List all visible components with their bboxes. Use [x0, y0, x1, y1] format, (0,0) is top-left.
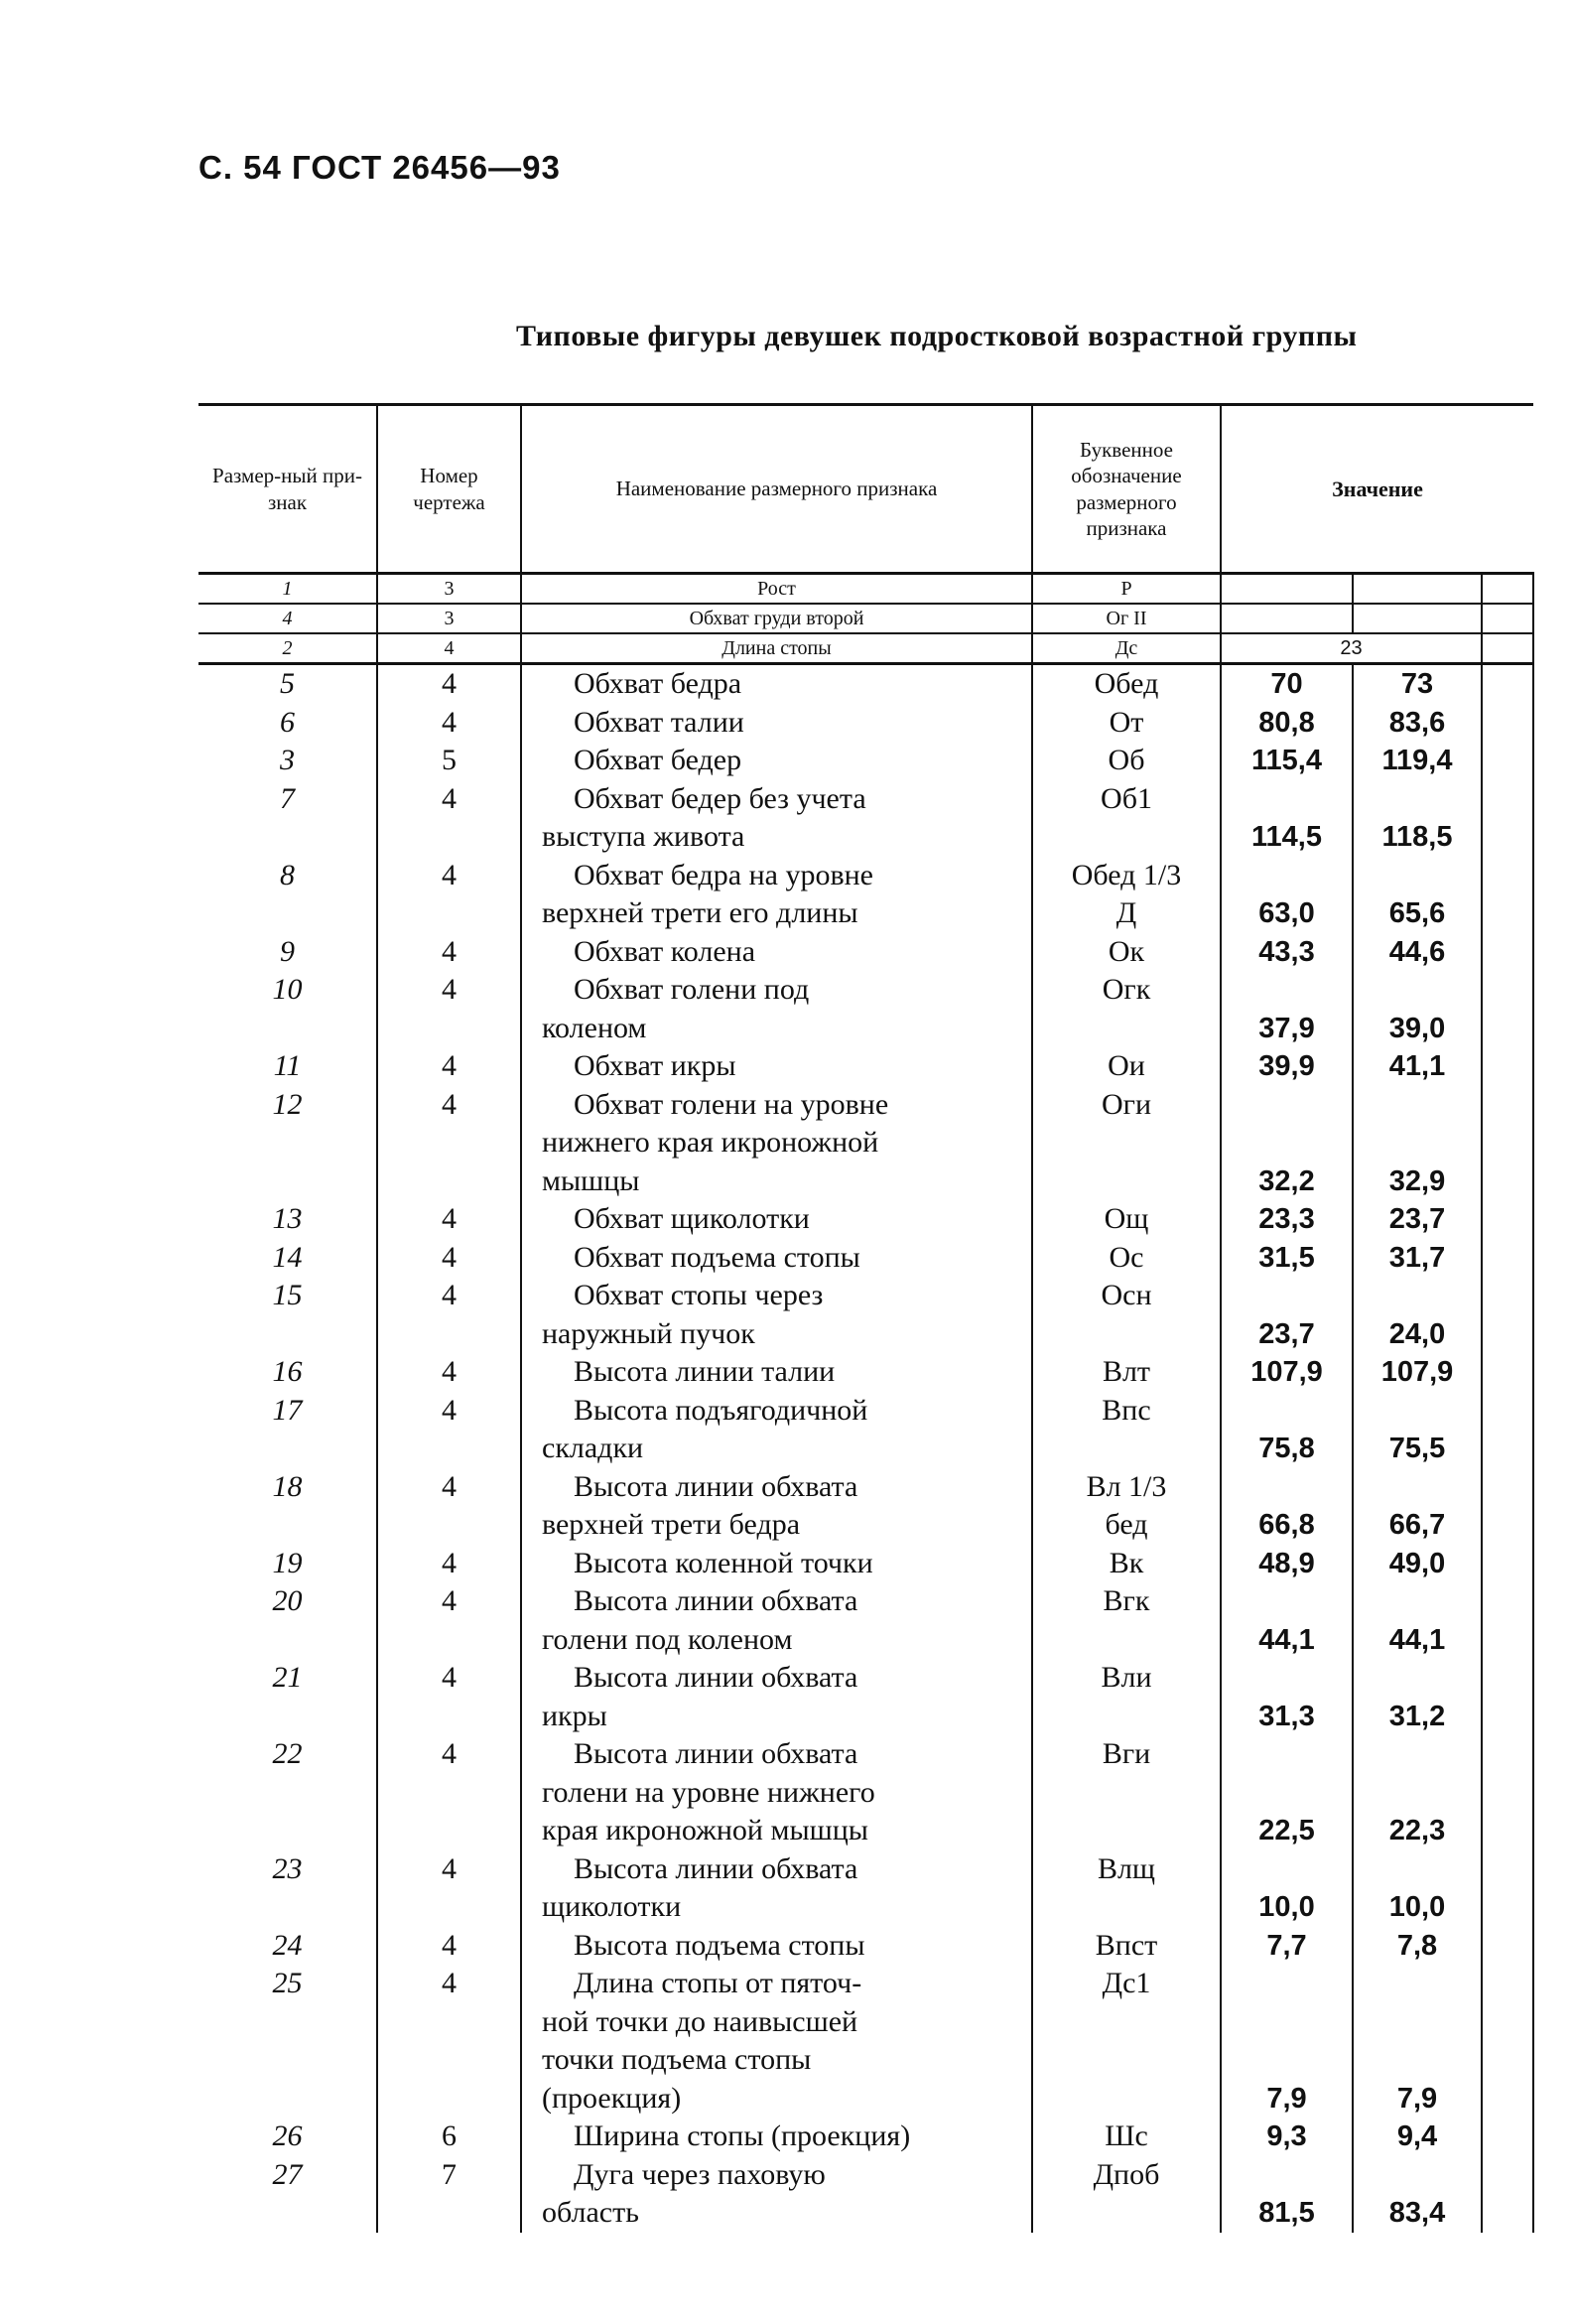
feature-name-line: Высота линии обхвата [574, 1584, 858, 1617]
feature-number: 5 [198, 664, 377, 704]
value-spacer [1482, 742, 1533, 780]
drawing-number: 5 [377, 742, 521, 780]
feature-abbreviation [1032, 857, 1221, 933]
feature-abbreviation [1032, 1353, 1221, 1392]
feature-name-line: Высота подъягодичной [574, 1393, 868, 1427]
drawing-number: 4 [377, 857, 521, 933]
value-1: 23,3 [1221, 1200, 1353, 1239]
feature-name-line: Рост [757, 578, 796, 600]
feature-name-line: икры [542, 1699, 607, 1732]
value-spacer [1482, 1582, 1533, 1659]
feature-abbreviation [1032, 1850, 1221, 1927]
abbreviation-line: Ощ [1104, 1202, 1149, 1235]
feature-name [521, 1965, 1032, 2118]
feature-name-line: (проекция) [542, 2081, 682, 2115]
drawing-number: 4 [377, 1582, 521, 1659]
feature-number: 3 [198, 742, 377, 780]
feature-name-line: область [542, 2196, 639, 2229]
table-row [198, 1086, 1533, 1201]
value-2: 118,5 [1353, 780, 1482, 857]
table-row [198, 1965, 1533, 2118]
feature-name [521, 971, 1032, 1047]
feature-name [521, 1239, 1032, 1278]
value-1 [1221, 604, 1353, 633]
value-spacer [1482, 2156, 1533, 2233]
abbreviation-line: Вл 1/3 [1086, 1469, 1167, 1503]
value-1: 44,1 [1221, 1582, 1353, 1659]
table-body [198, 574, 1533, 2233]
abbreviation-line: Дс1 [1102, 1967, 1151, 1999]
feature-abbreviation [1032, 1468, 1221, 1545]
feature-abbreviation [1032, 971, 1221, 1047]
value-2: 44,6 [1353, 933, 1482, 972]
abbreviation-line: Осн [1101, 1279, 1152, 1311]
table-row [198, 1850, 1533, 1927]
table-row [198, 664, 1533, 704]
abbreviation-line: Вк [1109, 1546, 1144, 1579]
feature-number: 20 [198, 1582, 377, 1659]
feature-abbreviation [1032, 1200, 1221, 1239]
table-row [198, 1392, 1533, 1468]
feature-number: 8 [198, 857, 377, 933]
value-1: 63,0 [1221, 857, 1353, 933]
feature-abbreviation [1032, 1392, 1221, 1468]
value-spacer [1482, 780, 1533, 857]
table-row [198, 933, 1533, 972]
value-spacer [1482, 1659, 1533, 1735]
abbreviation-line: Р [1120, 578, 1132, 600]
drawing-number: 3 [377, 574, 521, 605]
value-spacer [1482, 633, 1533, 664]
feature-number: 6 [198, 704, 377, 743]
feature-name [521, 1582, 1032, 1659]
feature-number: 2 [198, 633, 377, 664]
value-1: 31,5 [1221, 1239, 1353, 1278]
table-row [198, 1659, 1533, 1735]
value-2: 9,4 [1353, 2118, 1482, 2156]
value-2: 39,0 [1353, 971, 1482, 1047]
drawing-number: 4 [377, 1545, 521, 1583]
feature-abbreviation [1032, 933, 1221, 972]
drawing-number: 6 [377, 2118, 521, 2156]
feature-name-line: Обхват голени под [574, 973, 810, 1006]
column-header-value: Значение [1221, 405, 1533, 574]
table-row [198, 1468, 1533, 1545]
table-row [198, 2156, 1533, 2233]
feature-name [521, 1927, 1032, 1966]
drawing-number: 4 [377, 780, 521, 857]
value-2: 41,1 [1353, 1047, 1482, 1086]
table-row [198, 704, 1533, 743]
feature-name-line: Высота подъема стопы [574, 1928, 865, 1962]
value-2: 73 [1353, 664, 1482, 704]
page-header: С. 54 ГОСТ 26456—93 [198, 149, 561, 186]
feature-name [521, 1277, 1032, 1353]
value-2: 31,2 [1353, 1659, 1482, 1735]
feature-name-line: наружный пучок [542, 1316, 755, 1350]
feature-abbreviation [1032, 1927, 1221, 1966]
feature-number: 24 [198, 1927, 377, 1966]
value-1: 7,9 [1221, 1965, 1353, 2118]
feature-name [521, 1086, 1032, 1201]
feature-number: 13 [198, 1200, 377, 1239]
feature-number: 22 [198, 1735, 377, 1850]
drawing-number: 4 [377, 1239, 521, 1278]
feature-name-line: Обхват бедер [574, 744, 742, 776]
feature-name-line: края икроножной мышцы [542, 1814, 868, 1846]
feature-name [521, 664, 1032, 704]
value-spacer [1482, 704, 1533, 743]
feature-abbreviation [1032, 1659, 1221, 1735]
drawing-number: 4 [377, 633, 521, 664]
value-1: 7,7 [1221, 1927, 1353, 1966]
column-header-drawing: Номер чертежа [377, 405, 521, 574]
feature-name [521, 704, 1032, 743]
value-1: 107,9 [1221, 1353, 1353, 1392]
data-table [198, 403, 1534, 2233]
drawing-number: 4 [377, 704, 521, 743]
feature-number: 19 [198, 1545, 377, 1583]
feature-abbreviation [1032, 2156, 1221, 2233]
feature-name-line: Обхват груди второй [689, 608, 864, 629]
value-spacer [1482, 971, 1533, 1047]
value-2: 23,7 [1353, 1200, 1482, 1239]
feature-number: 4 [198, 604, 377, 633]
value-2: 7,9 [1353, 1965, 1482, 2118]
feature-number: 12 [198, 1086, 377, 1201]
feature-abbreviation [1032, 1735, 1221, 1850]
drawing-number: 4 [377, 1047, 521, 1086]
feature-name-line: Высота коленной точки [574, 1546, 873, 1579]
table-title: Типовые фигуры девушек подростковой возрастной группы [516, 320, 1358, 352]
value-1: 23,7 [1221, 1277, 1353, 1353]
drawing-number: 4 [377, 1965, 521, 2118]
feature-name-line: складки [542, 1432, 644, 1464]
drawing-number: 4 [377, 1353, 521, 1392]
value-2: 119,4 [1353, 742, 1482, 780]
abbreviation-line: Влт [1102, 1355, 1151, 1388]
value-spacer [1482, 1047, 1533, 1086]
feature-abbreviation [1032, 780, 1221, 857]
drawing-number: 4 [377, 1735, 521, 1850]
drawing-number: 3 [377, 604, 521, 633]
table-row [198, 574, 1533, 605]
feature-name-line: Обхват бедер без учета [574, 781, 866, 815]
value-spacer [1482, 1200, 1533, 1239]
drawing-number: 4 [377, 1277, 521, 1353]
feature-name-line: точки подъема стопы [542, 2043, 812, 2076]
value-1: 66,8 [1221, 1468, 1353, 1545]
value-1: 70 [1221, 664, 1353, 704]
feature-number: 17 [198, 1392, 377, 1468]
value-2: 49,0 [1353, 1545, 1482, 1583]
abbreviation-line: Обед [1094, 667, 1159, 700]
feature-number: 25 [198, 1965, 377, 2118]
feature-name-line: Высота линии обхвата [574, 1661, 858, 1694]
feature-name-line: Обхват щиколотки [574, 1202, 810, 1235]
abbreviation-line: Влщ [1097, 1851, 1156, 1885]
value-1: 48,9 [1221, 1545, 1353, 1583]
value-spacer [1482, 664, 1533, 704]
drawing-number: 4 [377, 971, 521, 1047]
feature-abbreviation [1032, 1086, 1221, 1201]
feature-name-line: Длина стопы [721, 637, 832, 659]
feature-name [521, 1850, 1032, 1927]
feature-name-line: Обхват голени на уровне [574, 1087, 889, 1121]
value-1: 9,3 [1221, 2118, 1353, 2156]
value-spacer [1482, 1086, 1533, 1201]
feature-number: 14 [198, 1239, 377, 1278]
value-2 [1353, 604, 1482, 633]
feature-number: 7 [198, 780, 377, 857]
feature-name [521, 1468, 1032, 1545]
abbreviation-line: Огк [1102, 973, 1151, 1006]
value-spacer [1482, 857, 1533, 933]
feature-name [521, 2118, 1032, 2156]
feature-name-line: мышцы [542, 1163, 640, 1197]
drawing-number: 4 [377, 1850, 521, 1927]
value-1: 37,9 [1221, 971, 1353, 1047]
value-spacer [1482, 2118, 1533, 2156]
abbreviation-line: Дпоб [1093, 2157, 1160, 2191]
value-2: 22,3 [1353, 1735, 1482, 1850]
abbreviation-line: бед [1105, 1508, 1148, 1541]
feature-name [521, 857, 1032, 933]
value-1: 32,2 [1221, 1086, 1353, 1201]
feature-name [521, 742, 1032, 780]
drawing-number: 4 [377, 1086, 521, 1201]
feature-number: 26 [198, 2118, 377, 2156]
feature-name-line: Обхват колена [574, 934, 756, 968]
value-spacer [1482, 1927, 1533, 1966]
value-1: 10,0 [1221, 1850, 1353, 1927]
abbreviation-line: От [1109, 705, 1144, 739]
value-spacer [1482, 574, 1533, 605]
feature-name-line: Обхват подъема стопы [574, 1240, 860, 1274]
feature-name-line: щиколотки [542, 1890, 682, 1923]
column-header-feature: Размер-ный при-знак [198, 405, 377, 574]
feature-abbreviation [1032, 742, 1221, 780]
abbreviation-line: Обед 1/3 [1071, 858, 1182, 891]
value-2: 66,7 [1353, 1468, 1482, 1545]
abbreviation-line: Вгк [1103, 1584, 1150, 1617]
feature-abbreviation [1032, 1965, 1221, 2118]
value-2: 83,4 [1353, 2156, 1482, 2233]
value-2: 75,5 [1353, 1392, 1482, 1468]
value-2: 31,7 [1353, 1239, 1482, 1278]
value-1: 115,4 [1221, 742, 1353, 780]
feature-number: 27 [198, 2156, 377, 2233]
feature-abbreviation [1032, 1545, 1221, 1583]
drawing-number: 4 [377, 1927, 521, 1966]
feature-name-line: Длина стопы от пяточ- [574, 1967, 862, 1999]
value-spacer [1482, 1735, 1533, 1850]
table-row [198, 857, 1533, 933]
value-2: 7,8 [1353, 1927, 1482, 1966]
value-spacer [1482, 1353, 1533, 1392]
column-header-abbr: Буквенное обозначение размерного признака [1032, 405, 1221, 574]
abbreviation-line: Вли [1101, 1661, 1152, 1694]
value-spacer [1482, 1850, 1533, 1927]
abbreviation-line: Ои [1108, 1049, 1145, 1082]
feature-name-line: выступа живота [542, 820, 745, 853]
table-row [198, 1047, 1533, 1086]
abbreviation-line: Ок [1108, 934, 1145, 968]
drawing-number: 4 [377, 1468, 521, 1545]
drawing-number: 4 [377, 933, 521, 972]
value-spacer [1482, 1239, 1533, 1278]
feature-name-line: верхней трети его длины [542, 896, 858, 929]
abbreviation-line: Об1 [1101, 781, 1152, 815]
table-row [198, 633, 1533, 664]
feature-abbreviation [1032, 633, 1221, 664]
table-row [198, 604, 1533, 633]
value-2 [1353, 574, 1482, 605]
feature-abbreviation [1032, 574, 1221, 605]
feature-name-line: голени под коленом [542, 1622, 793, 1656]
abbreviation-line: Вги [1102, 1737, 1151, 1770]
value-1: 80,8 [1221, 704, 1353, 743]
feature-name [521, 1545, 1032, 1583]
feature-name [521, 780, 1032, 857]
value-1: 114,5 [1221, 780, 1353, 857]
table-row [198, 2118, 1533, 2156]
abbreviation-line: Шс [1105, 2119, 1148, 2152]
feature-name-line: ной точки до наивысшей [542, 2004, 858, 2038]
value-2: 83,6 [1353, 704, 1482, 743]
feature-name-line: Обхват бедра на уровне [574, 858, 873, 891]
feature-abbreviation [1032, 1277, 1221, 1353]
value-2: 10,0 [1353, 1850, 1482, 1927]
drawing-number: 4 [377, 1659, 521, 1735]
abbreviation-line: Ог II [1106, 608, 1147, 629]
drawing-number: 4 [377, 1200, 521, 1239]
feature-name [521, 1659, 1032, 1735]
feature-name [521, 633, 1032, 664]
value-spacer [1482, 1965, 1533, 2118]
table-header-row [198, 405, 1533, 574]
feature-name [521, 1047, 1032, 1086]
feature-number: 1 [198, 574, 377, 605]
value-1: 75,8 [1221, 1392, 1353, 1468]
table-row [198, 1353, 1533, 1392]
feature-abbreviation [1032, 2118, 1221, 2156]
value-1: 39,9 [1221, 1047, 1353, 1086]
feature-name-line: Ширина стопы (проекция) [574, 2119, 911, 2152]
value-2: 24,0 [1353, 1277, 1482, 1353]
table-row [198, 1735, 1533, 1850]
feature-name-line: Высота линии обхвата [574, 1851, 858, 1885]
table-row [198, 1239, 1533, 1278]
value-merged: 23 [1221, 633, 1482, 664]
feature-abbreviation [1032, 1582, 1221, 1659]
feature-abbreviation [1032, 1047, 1221, 1086]
value-1: 31,3 [1221, 1659, 1353, 1735]
feature-name [521, 1353, 1032, 1392]
table-row [198, 1277, 1533, 1353]
column-header-name: Наименование размерного признака [521, 405, 1032, 574]
feature-abbreviation [1032, 1239, 1221, 1278]
feature-number: 18 [198, 1468, 377, 1545]
feature-name-line: нижнего края икроножной [542, 1126, 879, 1159]
feature-name-line: Обхват талии [574, 705, 744, 739]
feature-abbreviation [1032, 604, 1221, 633]
value-1: 43,3 [1221, 933, 1353, 972]
abbreviation-line: Впст [1095, 1928, 1158, 1962]
feature-abbreviation [1032, 664, 1221, 704]
abbreviation-line: Оги [1101, 1087, 1152, 1121]
feature-number: 11 [198, 1047, 377, 1086]
feature-name-line: Высота линии обхвата [574, 1469, 858, 1503]
feature-name-line: коленом [542, 1011, 647, 1044]
feature-number: 15 [198, 1277, 377, 1353]
value-spacer [1482, 604, 1533, 633]
value-spacer [1482, 1392, 1533, 1468]
abbreviation-line: Ос [1109, 1240, 1144, 1274]
feature-name [521, 933, 1032, 972]
value-2: 65,6 [1353, 857, 1482, 933]
value-1: 22,5 [1221, 1735, 1353, 1850]
feature-name-line: Обхват бедра [574, 667, 742, 700]
table-row [198, 971, 1533, 1047]
table-row [198, 1927, 1533, 1966]
feature-name-line: голени на уровне нижнего [542, 1775, 875, 1809]
feature-name [521, 2156, 1032, 2233]
value-spacer [1482, 1545, 1533, 1583]
feature-name [521, 574, 1032, 605]
abbreviation-line: Дс [1114, 637, 1138, 659]
feature-abbreviation [1032, 704, 1221, 743]
value-2: 107,9 [1353, 1353, 1482, 1392]
abbreviation-line: Д [1115, 896, 1137, 929]
value-1 [1221, 574, 1353, 605]
value-spacer [1482, 1468, 1533, 1545]
feature-name [521, 1392, 1032, 1468]
feature-name-line: Обхват стопы через [574, 1279, 824, 1311]
table-row [198, 1200, 1533, 1239]
table-row [198, 1582, 1533, 1659]
value-1: 81,5 [1221, 2156, 1353, 2233]
feature-name [521, 604, 1032, 633]
feature-number: 21 [198, 1659, 377, 1735]
value-spacer [1482, 1277, 1533, 1353]
table-row [198, 780, 1533, 857]
drawing-number: 7 [377, 2156, 521, 2233]
feature-number: 23 [198, 1850, 377, 1927]
feature-name-line: Высота линии обхвата [574, 1737, 858, 1770]
value-2: 32,9 [1353, 1086, 1482, 1201]
feature-name-line: Обхват икры [574, 1049, 736, 1082]
feature-name [521, 1200, 1032, 1239]
feature-number: 9 [198, 933, 377, 972]
feature-name-line: Высота линии талии [574, 1355, 836, 1388]
abbreviation-line: Об [1108, 744, 1145, 776]
value-2: 44,1 [1353, 1582, 1482, 1659]
table-row [198, 1545, 1533, 1583]
feature-name-line: верхней трети бедра [542, 1508, 801, 1541]
feature-number: 10 [198, 971, 377, 1047]
value-spacer [1482, 933, 1533, 972]
feature-name [521, 1735, 1032, 1850]
abbreviation-line: Впс [1102, 1393, 1151, 1427]
feature-number: 16 [198, 1353, 377, 1392]
feature-name-line: Дуга через паховую [574, 2157, 826, 2191]
drawing-number: 4 [377, 664, 521, 704]
drawing-number: 4 [377, 1392, 521, 1468]
table-row [198, 742, 1533, 780]
